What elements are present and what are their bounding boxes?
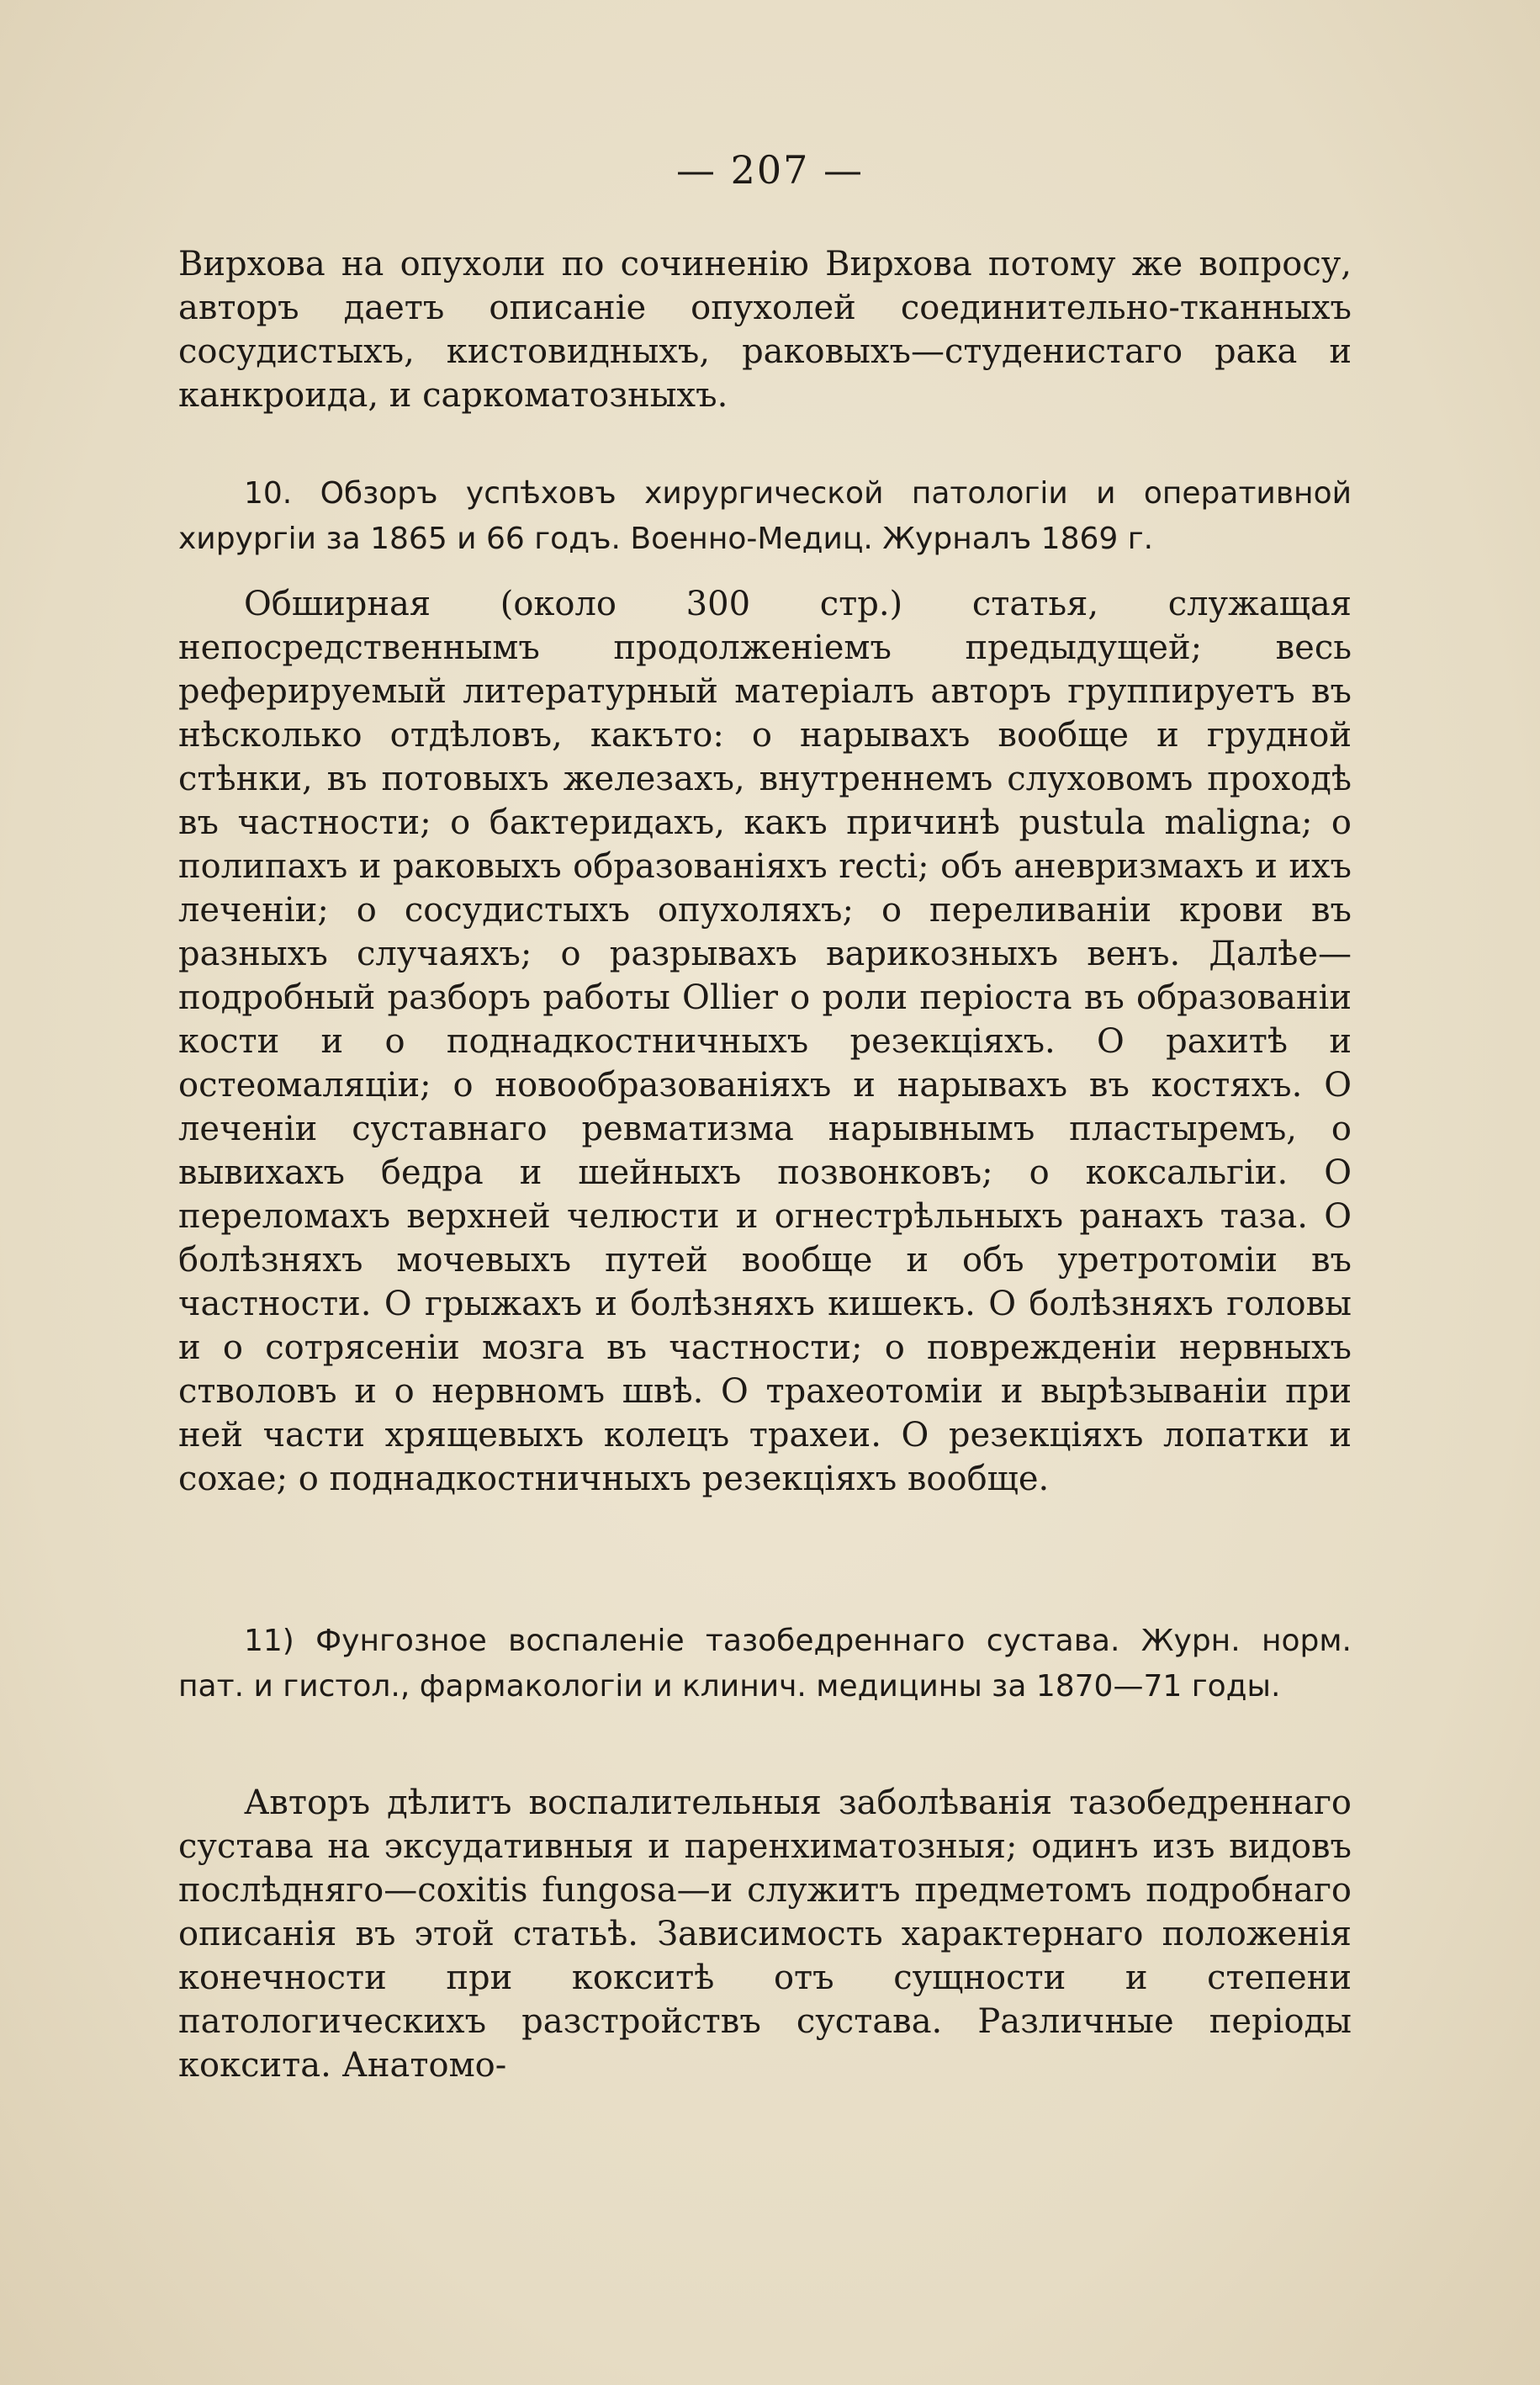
section-paragraph-10: Обширная (около 300 стр.) статья, служащая непосредственнымъ продолженіемъ предыдущей; весь реферируемый литературный матеріалъ авторъ группируетъ въ нѣсколько отдѣловъ, какъто: о нарывахъ вообще и грудной стѣнки, въ потовыхъ железахъ, внутреннемъ слуховомъ проходѣ въ частности; о бактеридахъ, какъ причинѣ pustula maligna; о полипахъ и раковыхъ образованіяхъ recti; объ аневризмахъ и ихъ леченіи; о сосудистыхъ опухоляхъ; о переливаніи крови въ разныхъ случаяхъ; о разрывахъ варикозныхъ венъ. Далѣе—подробный разборъ работы Ollier о роли періоста въ образованіи кости и о поднадкостничныхъ резекціяхъ. О рахитѣ и остеомаляціи; о новообразованіяхъ и нарывахъ въ костяхъ. О леченіи суставнаго ревматизма нарывнымъ пластыремъ, о вывихахъ бедра и шейныхъ позвонковъ; о коксальгіи. О переломахъ верхней челюсти и огнестрѣльныхъ ранахъ таза. О болѣзняхъ мочевыхъ путей вообще и объ уретротоміи въ частности. О грыжахъ и болѣзняхъ кишекъ. О болѣзняхъ головы и о сотрясеніи мозга въ частности; о поврежденіи нервныхъ стволовъ и о нервномъ швѣ. О трахеотоміи и вырѣзываніи при ней части хрящевыхъ колецъ трахеи. О резекціяхъ лопатки и сохае; о поднадкостничныхъ резекціяхъ вообще.: [178, 585, 1352, 1498]
page-number: — 207 —: [675, 147, 865, 193]
section-heading-11: 11) Фунгозное воспаленіе тазобедреннаго сустава. Журн. норм. пат. и гистол., фармакологіи и клинич. медицины за 1870—71 годы.: [178, 1624, 1352, 1704]
section-paragraph-11: Авторъ дѣлитъ воспалительныя заболѣванія тазобедреннаго сустава на эксудативныя и паренхиматозныя; одинъ изъ видовъ послѣдняго—coxitis fungosa—и служитъ предметомъ подробнаго описанія въ этой статьѣ. Зависимость характернаго положенія конечности при кокситѣ отъ сущности и степени патологическихъ разстройствъ сустава. Различные періоды коксита. Анатомо-: [178, 1783, 1352, 2085]
section-heading-10: 10. Обзоръ успѣховъ хирургической патологіи и оперативной хирургіи за 1865 и 66 годъ. Военно-Медиц. Журналъ 1869 г.: [178, 476, 1352, 556]
intro-paragraph: Вирхова на опухоли по сочиненію Вирхова потому же вопросу, авторъ даетъ описаніе опухолей соединительно-тканныхъ сосудистыхъ, кистовидныхъ, раковыхъ—студенистаго рака и канкроида, и саркоматозныхъ.: [178, 245, 1352, 415]
